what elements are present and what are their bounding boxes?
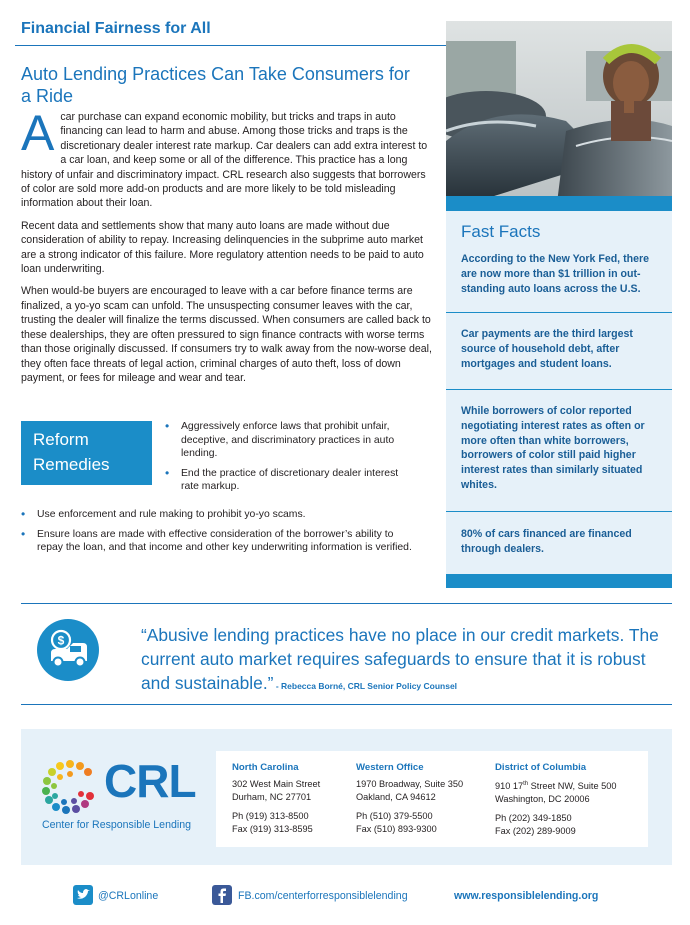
office-name: North Carolina <box>232 762 299 773</box>
reform-remedies-heading <box>21 421 152 485</box>
fast-fact-item: According to the New York Fed, there are now more than $1 trillion in out-standing auto loans across the U.S. <box>461 253 649 295</box>
drop-cap: A <box>21 105 55 161</box>
svg-text:$: $ <box>57 633 65 648</box>
office-address-line: 302 West Main Street <box>232 779 321 789</box>
reform-bullet-list-lower <box>21 508 413 561</box>
office-district-of-columbia <box>495 761 616 838</box>
crl-logo-tagline: Center for Responsible Lending <box>42 819 191 831</box>
fast-facts-bottom-bar <box>446 574 672 588</box>
website-link[interactable]: www.responsiblelending.org <box>454 890 599 902</box>
office-phone: Ph (919) 313-8500 <box>232 811 309 821</box>
twitter-icon[interactable] <box>73 885 93 905</box>
office-fax: Fax (202) 289-9009 <box>495 826 576 837</box>
address-ordinal: th <box>523 781 529 787</box>
fast-fact-item: Car payments are the third largest source of household debt, after mortgages and student loans. <box>461 328 633 370</box>
quote-top-rule <box>21 603 672 604</box>
address-street-number: 910 17 <box>495 781 524 792</box>
list-item: • End the practice of discretionary dealer interest rate markup. <box>165 467 417 494</box>
fast-facts-divider <box>446 389 672 390</box>
reform-title-line2: Remedies <box>33 455 110 474</box>
facebook-icon[interactable] <box>212 885 232 905</box>
list-item: • Use enforcement and rule making to prohibit yo-yo scams. <box>21 508 413 522</box>
quote-text: “Abusive lending practices have no place in our credit markets. The current auto market requires safeguards to ensure that it is robust and sustainable.” <box>141 625 659 693</box>
office-address-line: Washington, DC 20006 <box>495 794 590 805</box>
fast-facts-divider <box>446 312 672 313</box>
header-divider <box>15 45 446 46</box>
list-item: • Ensure loans are made with effective consideration of the borrower’s ability to repay the loan, and that income and other key underwriting information is verified. <box>21 528 413 555</box>
fast-facts-title: Fast Facts <box>461 222 541 241</box>
car-loan-icon <box>37 619 99 681</box>
office-fax: Fax (919) 313-8595 <box>232 824 313 834</box>
crl-logo-text: CRL <box>104 755 196 807</box>
office-western <box>356 761 463 836</box>
office-address-line: Oakland, CA 94612 <box>356 792 436 802</box>
fast-facts-divider <box>446 511 672 512</box>
article-body <box>21 105 433 393</box>
office-fax: Fax (510) 893-9300 <box>356 824 437 834</box>
quote-attribution: - Rebecca Borné, CRL Senior Policy Counsel <box>273 681 458 691</box>
woman-with-cars-photo <box>446 21 672 211</box>
paragraph-3: When would-be buyers are encouraged to leave with a car before finance terms are finalized, a yo-yo scam can unfold. The unsuspecting consumer leaves with the car, trusting the dealer will finalize the terms discussed. When consumers are called back to these dealerships, they are often pressured to sign finance contracts with worse terms than those originally discussed. If consumers try to walk away from the now-worse deal, they often face threats of legal action, criminal charges of auto theft, loss of down payment, or fees for mileage and wear and tear. <box>21 285 432 384</box>
office-address-line <box>495 778 616 793</box>
quote-bottom-rule <box>21 704 672 705</box>
office-address-line: 1970 Broadway, Suite 350 <box>356 779 464 789</box>
reform-title-line1: Reform <box>33 430 89 449</box>
pull-quote <box>141 623 661 698</box>
paragraph-1-text: car purchase can expand economic mobility, but tricks and traps in auto financing can lead to harm and abuse. Among those tricks and traps is the discretionary dealer interest rate markup. Car dealers can add extra interest to a car loan, and keep some or all of the difference. This practice has a long history of unfair and discriminatory impact. CRL research also suggests that borrowers of color are sold more add-on products and are more likely to be told misleading information about their loan. <box>21 111 428 210</box>
crl-logo-mark <box>40 758 100 814</box>
fast-fact-item: 80% of cars financed are financed through dealers. <box>461 528 632 555</box>
article-title: Auto Lending Practices Can Take Consumers for a Ride <box>21 64 410 106</box>
section-header: Financial Fairness for All <box>21 20 211 37</box>
office-name: Western Office <box>356 762 424 773</box>
office-north-carolina <box>232 761 320 836</box>
office-phone: Ph (510) 379-5500 <box>356 811 433 821</box>
facebook-link[interactable]: FB.com/centerforresponsiblelending <box>238 890 408 902</box>
reform-bullet-list-upper <box>165 420 417 500</box>
paragraph-2: Recent data and settlements show that many auto loans are made without due consideration of ability to repay. Increasing delinquencies in the subprime auto market are a strong indicator of this failure. More regulatory attention needs to be paid to auto loan underwriting. <box>21 219 424 276</box>
address-street: Street NW, Suite 500 <box>528 781 617 792</box>
paragraph-1 <box>21 105 433 211</box>
fast-facts-top-bar <box>446 196 672 211</box>
office-phone: Ph (202) 349-1850 <box>495 813 572 824</box>
office-address-line: Durham, NC 27701 <box>232 792 312 802</box>
twitter-handle-link[interactable]: @CRLonline <box>98 890 159 902</box>
list-item: • Aggressively enforce laws that prohibit unfair, deceptive, and discriminatory practices in auto lending. <box>165 420 417 461</box>
fast-fact-item: While borrowers of color reported negotiating interest rates as often or more often than white borrowers, borrowers of color still paid higher interest rates than similarly situated whites. <box>461 405 645 491</box>
office-name: District of Columbia <box>495 762 587 773</box>
